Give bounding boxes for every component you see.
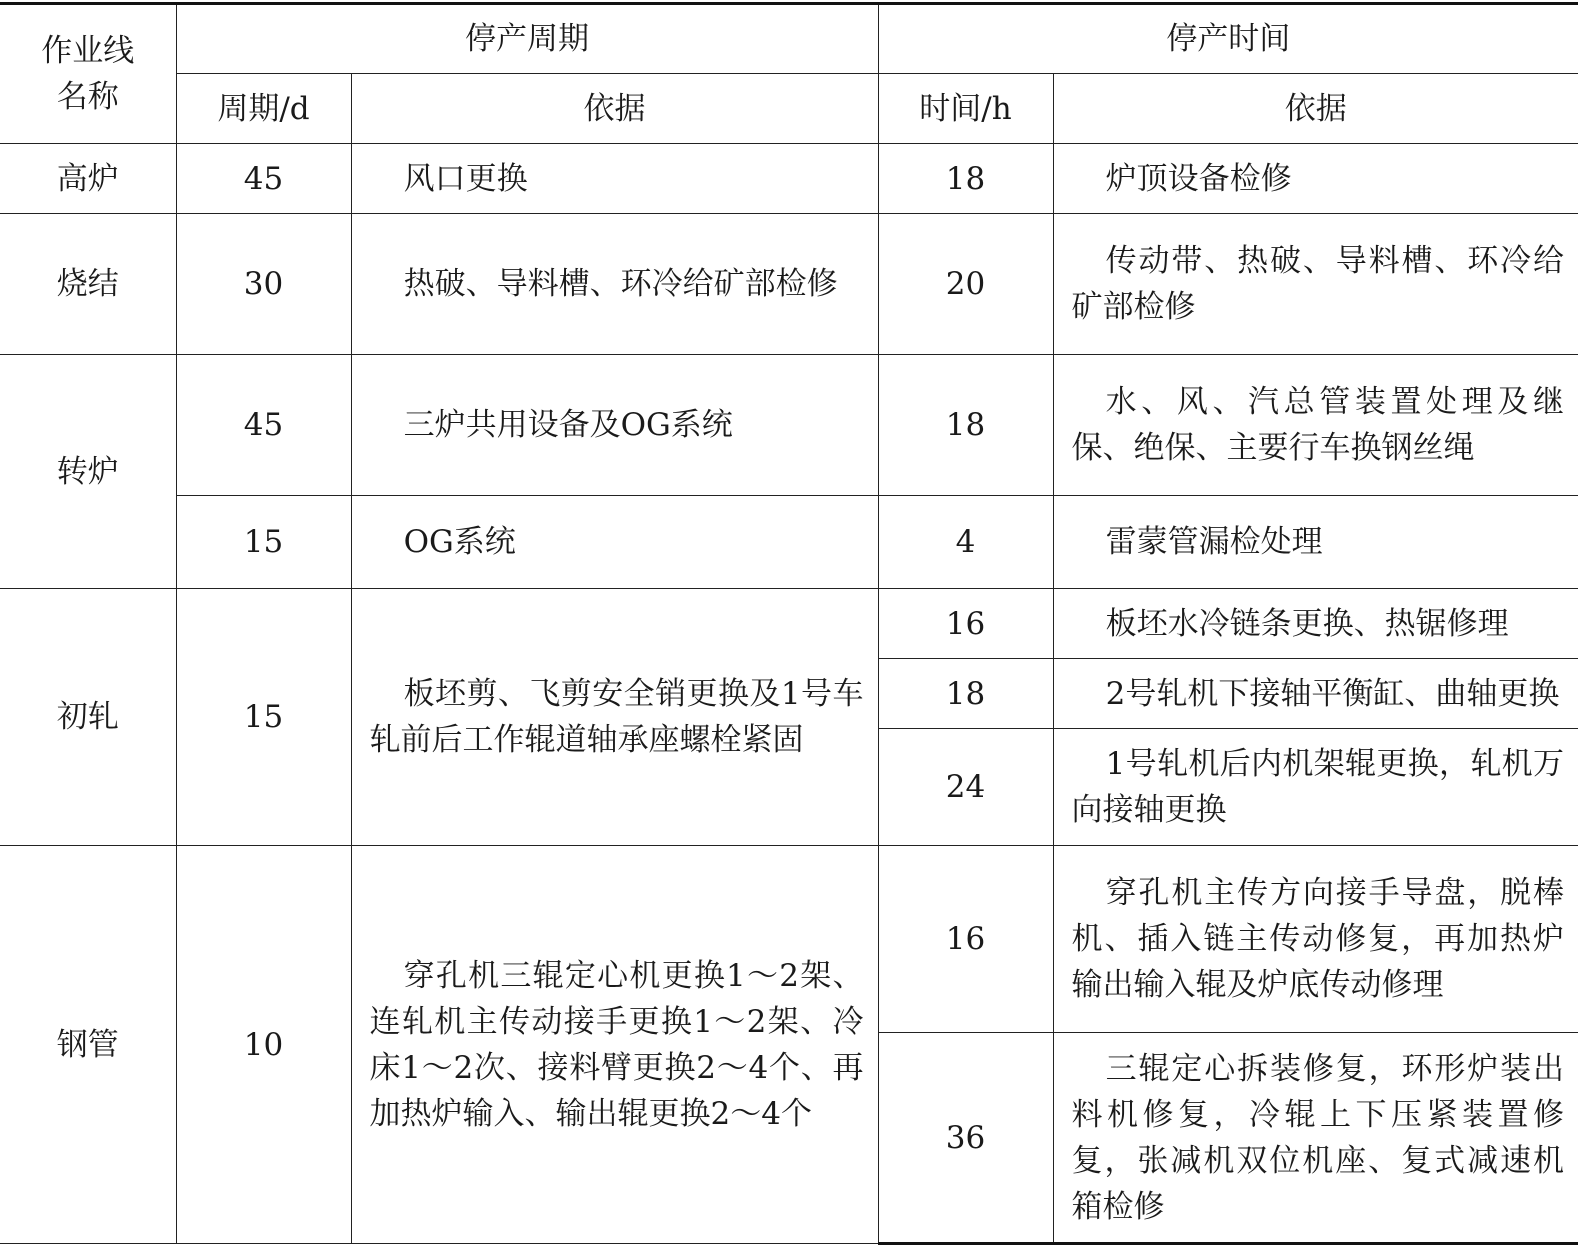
time-basis-cell: 水、风、汽总管装置处理及继保、绝保、主要行车换钢丝绳 xyxy=(1053,355,1578,496)
time-cell: 4 xyxy=(878,496,1053,589)
header-line-name: 作业线名称 xyxy=(0,4,176,144)
time-cell: 36 xyxy=(878,1033,1053,1244)
table-row xyxy=(0,214,1578,355)
time-cell: 18 xyxy=(878,355,1053,496)
cycle-cell: 15 xyxy=(176,496,351,589)
table-row xyxy=(0,846,1578,1033)
time-cell: 24 xyxy=(878,729,1053,846)
header-row-1 xyxy=(0,4,1578,74)
cycle-cell: 10 xyxy=(176,846,351,1244)
time-basis-cell: 传动带、热破、导料槽、环冷给矿部检修 xyxy=(1053,214,1578,355)
cycle-basis-cell: 热破、导料槽、环冷给矿部检修 xyxy=(351,214,878,355)
time-cell: 18 xyxy=(878,144,1053,214)
time-basis-cell: 2号轧机下接轴平衡缸、曲轴更换 xyxy=(1053,659,1578,729)
header-row-2 xyxy=(0,74,1578,144)
header-stop-time: 停产时间 xyxy=(878,4,1578,74)
time-basis-cell: 1号轧机后内机架辊更换，轧机万向接轴更换 xyxy=(1053,729,1578,846)
header-basis-1: 依据 xyxy=(351,74,878,144)
cycle-basis-cell: 板坯剪、飞剪安全销更换及1号车轧前后工作辊道轴承座螺栓紧固 xyxy=(351,589,878,846)
header-basis-2: 依据 xyxy=(1053,74,1578,144)
time-cell: 18 xyxy=(878,659,1053,729)
table-row xyxy=(0,144,1578,214)
header-time-h: 时间/h xyxy=(878,74,1053,144)
header-cycle-d: 周期/d xyxy=(176,74,351,144)
line-name-cell: 转炉 xyxy=(0,355,176,589)
time-cell: 20 xyxy=(878,214,1053,355)
time-basis-cell: 雷蒙管漏检处理 xyxy=(1053,496,1578,589)
cycle-basis-cell: OG系统 xyxy=(351,496,878,589)
time-cell: 16 xyxy=(878,846,1053,1033)
time-basis-cell: 穿孔机主传方向接手导盘，脱棒机、插入链主传动修复，再加热炉输出输入辊及炉底传动修理 xyxy=(1053,846,1578,1033)
table-row xyxy=(0,355,1578,496)
time-basis-cell: 炉顶设备检修 xyxy=(1053,144,1578,214)
cycle-basis-cell: 三炉共用设备及OG系统 xyxy=(351,355,878,496)
time-basis-cell: 三辊定心拆装修复，环形炉装出料机修复，冷辊上下压紧装置修复，张减机双位机座、复式减速机箱检修 xyxy=(1053,1033,1578,1244)
cycle-cell: 45 xyxy=(176,355,351,496)
cycle-cell: 15 xyxy=(176,589,351,846)
time-cell: 16 xyxy=(878,589,1053,659)
table-row xyxy=(0,496,1578,589)
line-name-cell: 烧结 xyxy=(0,214,176,355)
cycle-cell: 45 xyxy=(176,144,351,214)
line-name-cell: 高炉 xyxy=(0,144,176,214)
cycle-basis-cell: 穿孔机三辊定心机更换1～2架、连轧机主传动接手更换1～2架、冷床1～2次、接料臂更换2～4个、再加热炉输入、输出辊更换2～4个 xyxy=(351,846,878,1244)
line-name-cell: 初轧 xyxy=(0,589,176,846)
header-stop-cycle: 停产周期 xyxy=(176,4,878,74)
time-basis-cell: 板坯水冷链条更换、热锯修理 xyxy=(1053,589,1578,659)
cycle-cell: 30 xyxy=(176,214,351,355)
cycle-basis-cell: 风口更换 xyxy=(351,144,878,214)
maintenance-schedule-table xyxy=(0,2,1578,1245)
line-name-cell: 钢管 xyxy=(0,846,176,1244)
table-row xyxy=(0,589,1578,659)
